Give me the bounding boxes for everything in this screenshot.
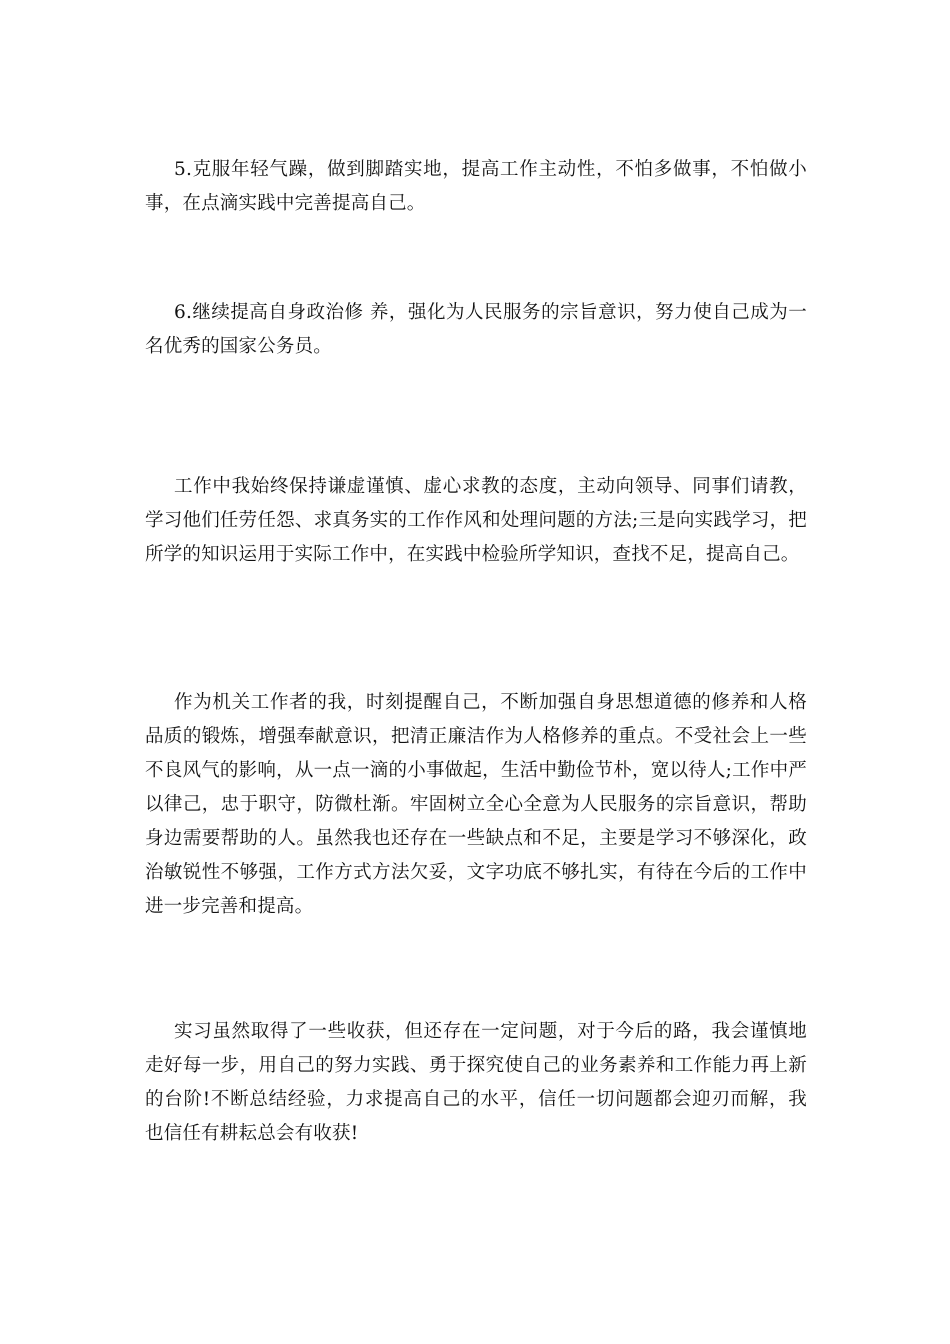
- paragraph-self-cultivation: 作为机关工作者的我，时刻提醒自己，不断加强自身思想道德的修养和人格品质的锻炼，增强奉献意识，把清正廉洁作为人格修养的重点。不受社会上一些不良风气的影响，从一点一滴的小事做起，生活中勤俭节朴，宽以待人;工作中严以律己，忠于职守，防微杜渐。牢固树立全心全意为人民服务的宗旨意识，帮助身边需要帮助的人。虽然我也还存在一些缺点和不足，主要是学习不够深化，政治敏锐性不够强，工作方式方法欠妥，文字功底不够扎实，有待在今后的工作中进一步完善和提高。: [145, 692, 807, 917]
- paragraph-learning: 工作中我始终保持谦虚谨慎、虚心求教的态度，主动向领导、同事们请教，学习他们任劳任怨、求真务实的工作作风和处理问题的方法;三是向实践学习，把所学的知识运用于实际工作中，在实践中检验所学知识，查找不足，提高自己。: [145, 476, 807, 565]
- paragraph-item-6: 6.继续提高自身政治修 养，强化为人民服务的宗旨意识，努力使自己成为一名优秀的国家公务员。: [145, 302, 807, 357]
- paragraph-conclusion: 实习虽然取得了一些收获，但还存在一定问题，对于今后的路，我会谨慎地走好每一步，用自己的努力实践、勇于探究使自己的业务素养和工作能力再上新的台阶!不断总结经验，力求提高自己的水平，信任一切问题都会迎刃而解，我也信任有耕耘总会有收获!: [145, 1021, 807, 1144]
- paragraph-item-5: 5.克服年轻气躁，做到脚踏实地，提高工作主动性，不怕多做事，不怕做小事，在点滴实践中完善提高自己。: [145, 159, 807, 214]
